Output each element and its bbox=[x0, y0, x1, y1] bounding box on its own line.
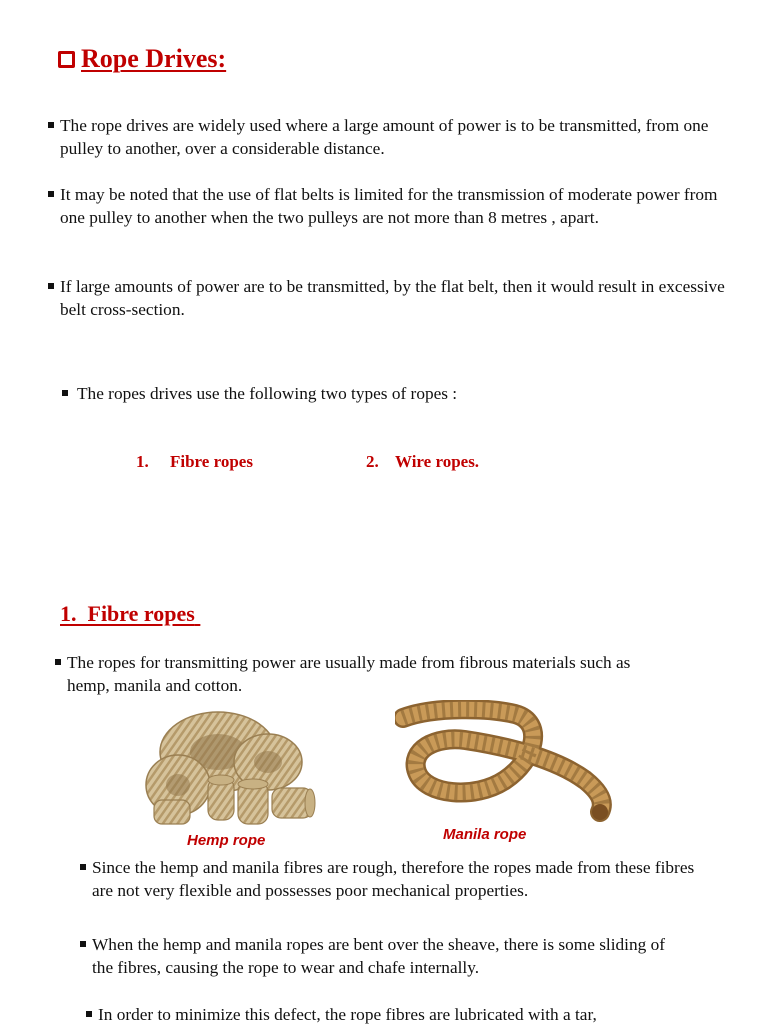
section-heading-fibre-ropes bbox=[60, 601, 200, 627]
bullet-text: The rope drives are widely used where a large amount of power is to be transmitted, from one pulley to another, over a considerable distance. bbox=[60, 116, 709, 158]
square-bullet-icon bbox=[62, 390, 68, 396]
checkbox-bullet-icon bbox=[58, 51, 75, 68]
square-bullet-icon bbox=[86, 1011, 92, 1017]
bullet-text: The ropes drives use the following two types of ropes : bbox=[77, 384, 458, 403]
bullet-large-power bbox=[48, 275, 750, 321]
hemp-rope-image bbox=[138, 700, 320, 830]
page-title-text: Rope Drives: bbox=[81, 44, 227, 73]
bullet-fibrous-materials bbox=[55, 651, 667, 697]
bullet-rope-types-intro bbox=[62, 382, 677, 405]
bullet-rope-drives-usage bbox=[48, 114, 740, 160]
rope-type-wire bbox=[366, 452, 479, 472]
bullet-text: It may be noted that the use of flat belts is limited for the transmission of moderate power from one pulley to another when the two pulleys are not more than 8 metres , apart. bbox=[60, 185, 718, 227]
page-title bbox=[58, 44, 226, 74]
square-bullet-icon bbox=[80, 864, 86, 870]
list-label: Wire ropes. bbox=[395, 452, 480, 471]
bullet-rough-fibres bbox=[80, 856, 712, 902]
list-number: 1. bbox=[136, 452, 149, 471]
bullet-tar-lubrication bbox=[86, 1003, 738, 1026]
hemp-rope-caption: Hemp rope bbox=[187, 832, 266, 849]
manila-rope-image bbox=[395, 700, 617, 822]
square-bullet-icon bbox=[55, 659, 61, 665]
square-bullet-icon bbox=[80, 941, 86, 947]
list-number: 2. bbox=[366, 452, 379, 471]
bullet-flat-belt-limit bbox=[48, 183, 730, 229]
bullet-text: In order to minimize this defect, the rope fibres are lubricated with a tar, bbox=[98, 1005, 597, 1024]
section-number: 1. bbox=[60, 601, 77, 626]
list-label: Fibre ropes bbox=[170, 452, 253, 471]
square-bullet-icon bbox=[48, 122, 54, 128]
bullet-sheave-wear bbox=[80, 933, 682, 979]
bullet-text: If large amounts of power are to be transmitted, by the flat belt, then it would result in excessive belt cross-section. bbox=[60, 277, 725, 319]
manila-rope-caption: Manila rope bbox=[443, 826, 527, 843]
section-title: Fibre ropes bbox=[87, 601, 195, 626]
square-bullet-icon bbox=[48, 191, 54, 197]
bullet-text: When the hemp and manila ropes are bent over the sheave, there is some sliding of the fibres, causing the rope to wear and chafe internally. bbox=[92, 935, 665, 977]
rope-type-fibre bbox=[136, 452, 253, 472]
bullet-text: The ropes for transmitting power are usually made from fibrous materials such as hemp, manila and cotton. bbox=[67, 653, 631, 695]
bullet-text: Since the hemp and manila fibres are rough, therefore the ropes made from these fibres are not very flexible and possesses poor mechanical properties. bbox=[92, 858, 695, 900]
square-bullet-icon bbox=[48, 283, 54, 289]
